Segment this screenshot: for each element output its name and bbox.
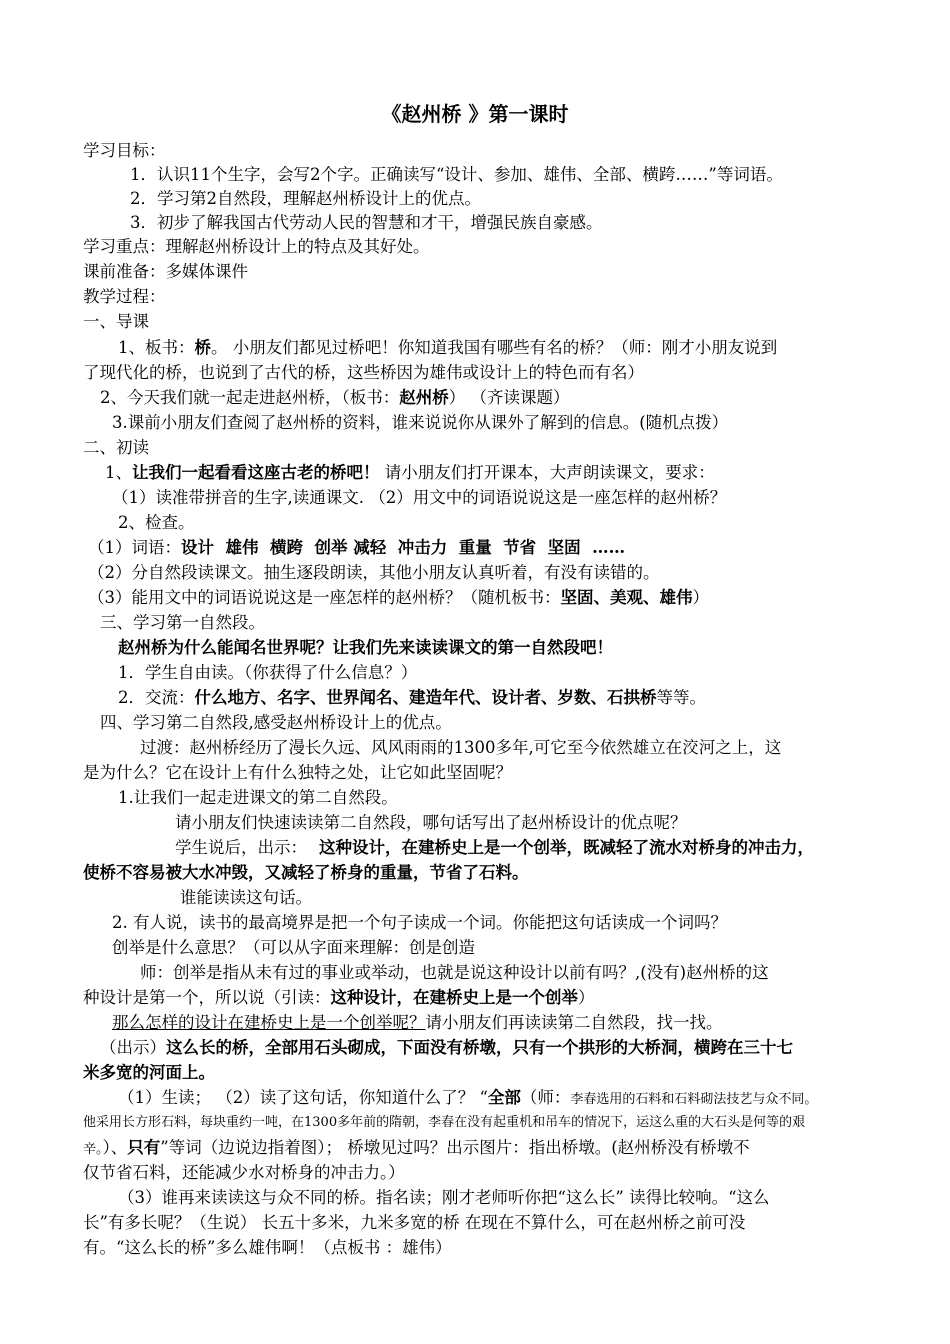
transition-line-1: 过渡：赵州桥经历了漫长久远、风风雨雨的1300多年,可它至今依然雄立在洨河之上，这 xyxy=(140,738,782,757)
small-run: 辛。 xyxy=(83,1142,103,1157)
para1-question xyxy=(118,636,613,660)
text-run: ） xyxy=(692,588,709,607)
intro-line-3 xyxy=(100,386,570,410)
bold-run: 桥 xyxy=(194,338,211,357)
discussion-line-6: 长”有多长呢？（生说） 长五十多米，九米多宽的桥 在现在不算什么，可在赵州桥之前可没 xyxy=(83,1213,746,1232)
text-run: （1）生读； （2）读了这句话，你知道什么了？ “ xyxy=(118,1088,488,1107)
small-run: 李春选用的石料和石料砌法技艺与众不同。 xyxy=(570,1092,818,1107)
text-run: （1）词语： xyxy=(88,538,181,557)
discussion-line-1 xyxy=(118,1086,817,1112)
discussion-line-2: 他采用长方形石料，每块重约一吨，在1300多年前的隋朝，李春在没有起重机和吊车的情况下，运这么重的大石头是何等的艰 xyxy=(83,1115,806,1130)
section-3-heading: 三、学习第一自然段。 xyxy=(100,613,265,632)
text-run: ）、 xyxy=(102,1138,128,1157)
text-run: （3）能用文中的词语说说这是一座怎样的赵州桥？（随机板书： xyxy=(88,588,561,607)
teacher-line-2 xyxy=(83,986,595,1010)
text-run: 等等。 xyxy=(656,688,706,707)
text-run: （师： xyxy=(520,1088,571,1107)
intro-line-2: 了现代化的桥，也说到了古代的桥，这些桥因为雄伟或设计上的特色而有名） xyxy=(83,363,644,382)
intro-line-1 xyxy=(118,336,777,360)
objectives-heading: 学习目标： xyxy=(83,141,166,160)
text-run: 。 小朋友们都见过桥吧！你知道我国有哪些有名的桥？（师：刚才小朋友说到 xyxy=(211,338,778,357)
text-run: （出示） xyxy=(100,1038,166,1057)
section-1-heading: 一、导课 xyxy=(83,312,149,331)
intro-line-4: 3.课前小朋友们查阅了赵州桥的资料，谁来说说你从课外了解到的信息。(随机点拨） xyxy=(112,413,729,432)
bold-run: 设计 雄伟 横跨 创举 减轻 冲击力 重量 节省 坚固 …… xyxy=(181,538,626,557)
text-run: ） （齐读课题） xyxy=(448,388,570,407)
show-line-1 xyxy=(100,1036,793,1060)
bold-run: 赵州桥 xyxy=(399,388,449,407)
reading-line-5 xyxy=(88,586,709,610)
para2-show-line-1 xyxy=(175,836,814,860)
vocab-line xyxy=(88,536,625,560)
para2-read-prompt: 谁能读读这句话。 xyxy=(180,888,312,907)
text-run: ”等词（边说边指着图）； 桥墩见过吗？出示图片：指出桥墩。(赵州桥没有桥墩不 xyxy=(160,1138,750,1157)
section-4-heading: 四、学习第二自然段,感受赵州桥设计上的优点。 xyxy=(100,713,452,732)
reading-line-3: 2、检查。 xyxy=(118,513,195,532)
text-run: 请小朋友们再读读第二自然段，找一找。 xyxy=(425,1013,723,1032)
text-run: 学生说后，出示： xyxy=(175,838,307,857)
discussion-line-3 xyxy=(83,1136,750,1162)
para2-prompt: 请小朋友们快速读读第二自然段，哪句话写出了赵州桥设计的优点呢？ xyxy=(175,813,687,832)
bold-run: 使桥不容易被大水冲毁，又减轻了桥身的重量，节省了石料。 xyxy=(83,863,529,882)
bold-run: 坚固、美观、雄伟 xyxy=(560,588,693,607)
innovation-question xyxy=(112,1011,723,1035)
reading-line-4: （2）分自然段读课文。抽生逐段朗读，其他小朋友认真听着，有没有读错的。 xyxy=(88,563,660,582)
objective-2: 2．学习第2自然段，理解赵州桥设计上的优点。 xyxy=(130,189,481,208)
para2-step-1: 1.让我们一起走进课文的第二自然段。 xyxy=(118,788,398,807)
reading-line-2: （1）读准带拼音的生字,读通课文. （2）用文中的词语说说这是一座怎样的赵州桥？ xyxy=(112,488,727,507)
text-run: 2．交流： xyxy=(118,688,195,707)
bold-run: 全部 xyxy=(487,1088,521,1107)
section-2-heading: 二、初读 xyxy=(83,438,149,457)
page-title: 《赵州桥 》第一课时 xyxy=(381,102,569,126)
discussion-line-5: （3）谁再来读读这与众不同的桥。指名读；刚才老师听你把“这么长” 读得比较响。“这么 xyxy=(118,1188,770,1207)
preparation: 课前准备：多媒体课件 xyxy=(83,262,248,281)
reading-line-1 xyxy=(105,461,715,485)
objective-1: 1．认识11个生字，会写2个字。正确读写“设计、参加、雄伟、全部、横跨……”等词语。 xyxy=(130,165,783,184)
bold-run: 这种设计，在建桥史上是一个创举，既减轻了流水对桥身的冲击力， xyxy=(319,838,814,857)
text-run: 请小朋友们打开课本，大声朗读课文，要求： xyxy=(379,463,715,482)
bold-run: 赵州桥为什么能闻名世界呢？让我们先来读读课文的第一自然段吧！ xyxy=(118,638,613,657)
discussion-line-4: 仅节省石料，还能减少水对桥身的冲击力。） xyxy=(83,1163,405,1182)
para2-question: 创举是什么意思？（可以从字面来理解：创是创造 xyxy=(112,938,475,957)
show-line-2 xyxy=(83,1061,215,1085)
underlined-run: 那么怎样的设计在建桥史上是一个创举呢？ xyxy=(112,1013,426,1032)
key-points: 学习重点：理解赵州桥设计上的特点及其好处。 xyxy=(83,237,430,256)
transition-line-2: 是为什么？它在设计上有什么独特之处，让它如此坚固呢？ xyxy=(83,763,512,782)
para1-step-2 xyxy=(118,686,706,710)
bold-run: 只有 xyxy=(127,1138,161,1157)
text-run: 2、今天我们就一起走进赵州桥，（板书： xyxy=(100,388,400,407)
discussion-line-7: 有。“这么长的桥”多么雄伟啊！（点板书 ：雄伟） xyxy=(83,1238,452,1257)
teacher-line-1: 师：创举是指从未有过的事业或举动，也就是说这种设计以前有吗？,(没有)赵州桥的这 xyxy=(140,963,769,982)
objective-3: 3．初步了解我国古代劳动人民的智慧和才干，增强民族自豪感。 xyxy=(130,213,603,232)
bold-run: 米多宽的河面上。 xyxy=(83,1063,215,1082)
bold-run: 什么地方、名字、世界闻名、建造年代、设计者、岁数、石拱桥 xyxy=(194,688,657,707)
process-heading: 教学过程： xyxy=(83,287,166,306)
text-run: 种设计是第一个，所以说（引读： xyxy=(83,988,331,1007)
bold-run: 让我们一起看看这座古老的桥吧！ xyxy=(132,463,380,482)
bold-run: 这么长的桥，全部用石头砌成，下面没有桥墩，只有一个拱形的大桥洞，横跨在三十七 xyxy=(166,1038,793,1057)
text-run: 1、 xyxy=(105,463,132,482)
bold-run: 这种设计，在建桥史上是一个创举 xyxy=(330,988,578,1007)
para1-step-1: 1．学生自由读。（你获得了什么信息？） xyxy=(118,663,418,682)
para2-step-2: 2. 有人说，读书的最高境界是把一个句子读成一个词。你能把这句话读成一个词吗？ xyxy=(112,913,727,932)
para2-show-line-2 xyxy=(83,861,529,885)
text-run: 1、板书： xyxy=(118,338,195,357)
text-run: ） xyxy=(578,988,595,1007)
